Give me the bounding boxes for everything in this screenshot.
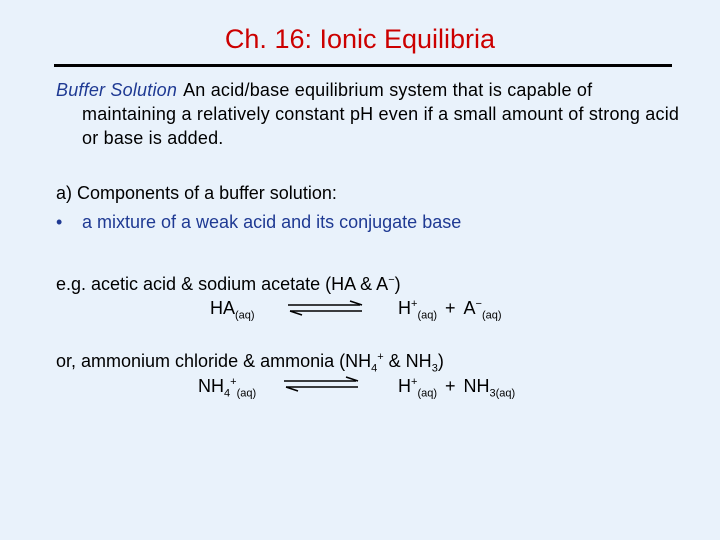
example-2-sup-a: + — [377, 351, 384, 363]
example-2-sub-a: 4 — [371, 362, 378, 375]
equilibrium-arrows-icon — [286, 300, 366, 316]
eq1-product2-charge: − — [475, 298, 482, 310]
eq1-product2-phase: (aq) — [481, 309, 502, 322]
definition-term: Buffer Solution — [56, 80, 178, 100]
equilibrium-arrows-icon — [282, 376, 362, 392]
definition-paragraph — [56, 78, 682, 150]
components-bullet-item — [56, 211, 461, 233]
definition-text: An acid/base equilibrium system that is capable of maintaining a relatively constant pH even if a small amount of strong acid or base is added. — [82, 80, 680, 148]
slide-title: Ch. 16: Ionic Equilibria — [224, 24, 496, 54]
eq2-product1-phase: (aq) — [417, 387, 437, 400]
eq1-product2: A — [463, 298, 476, 318]
components-item-text: a mixture of a weak acid and its conjugate base — [82, 212, 462, 232]
example-1-text: e.g. acetic acid & sodium acetate (HA & A — [56, 274, 389, 294]
title-divider — [54, 64, 672, 67]
example-2-sub-b: 3 — [431, 362, 438, 375]
eq2-product2-phase: 3(aq) — [489, 387, 516, 400]
eq2-reactant-charge: + — [230, 376, 237, 388]
example-1-line — [56, 269, 401, 295]
eq1-plus: + — [445, 298, 456, 318]
bullet-icon: • — [56, 212, 63, 232]
eq1-reactant-formula: HA — [210, 298, 236, 318]
eq1-product1: H — [398, 298, 411, 318]
equation-1-products — [398, 298, 502, 322]
example-2-close: ) — [437, 351, 444, 371]
example-1-close: ) — [394, 274, 401, 294]
equation-2-products — [398, 376, 515, 400]
eq2-reactant-formula: NH — [198, 376, 224, 396]
eq2-reactant-phase: (aq) — [236, 387, 257, 400]
eq2-plus: + — [445, 376, 456, 396]
eq2-reactant-sub: 4 — [224, 387, 231, 400]
eq1-product1-charge: + — [411, 298, 418, 310]
example-2-text-b: & NH — [383, 351, 432, 371]
example-2-line — [56, 346, 444, 380]
equation-2-reactant — [198, 376, 256, 400]
eq1-product1-phase: (aq) — [417, 309, 437, 322]
example-2-text-a: or, ammonium chloride & ammonia (NH — [56, 351, 372, 371]
eq2-product2: NH — [463, 376, 490, 396]
equation-1-reactant — [210, 298, 255, 322]
eq2-product1: H — [398, 376, 411, 396]
eq2-product1-charge: + — [411, 376, 418, 388]
eq1-reactant-phase: (aq) — [235, 309, 255, 322]
example-1-sup: − — [388, 274, 395, 286]
components-heading: a) Components of a buffer solution: — [56, 183, 337, 203]
